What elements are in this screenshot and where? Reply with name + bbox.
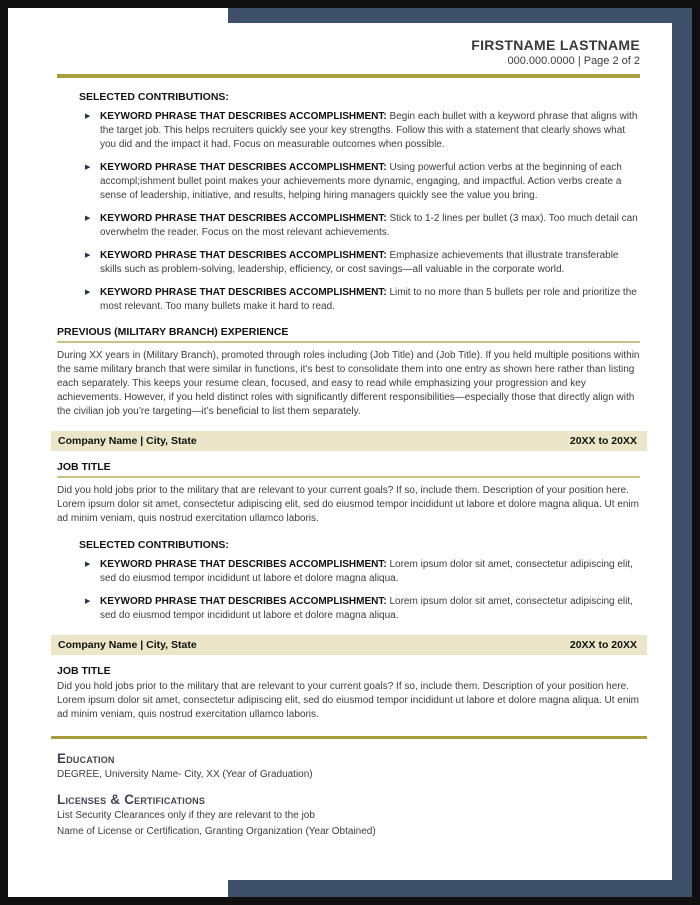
triangle-bullet-icon: ▶ [85,598,91,605]
company-name: Company Name | City, State [58,639,197,651]
company-dates: 20XX to 20XX [569,435,637,447]
company-bar [51,635,647,655]
bullet-text: KEYWORD PHRASE THAT DESCRIBES ACCOMPLISHMENT: Lorem ipsum dolor sit amet, consectetur adipiscing elit, sed do eiusmod tempor incididunt ut labore et dolore magna aliqua. [100,559,633,584]
triangle-bullet-icon: ▶ [85,289,91,296]
experience-summary: During XX years in (Military Branch), promoted through roles including (Job Title) and (Job Title). If you held multiple positions within the same military branch that were similar in functions, it’s best to consolidate them into one entry as shown here rather than listing each separately. This keeps your resume clean, focused, and easy to read while emphasizing your progression and key achievements. However, if you held distinct roles with significantly different responsibilities—especially those that directly align with the civilian job you’re targeting—it’s beneficial to list them separately. [57,350,640,417]
bullet-text: KEYWORD PHRASE THAT DESCRIBES ACCOMPLISHMENT: Using powerful action verbs at the beginning of each accompl;ishment bullet point makes your achievements more dynamic, engaging, and impactful. Action verbs create a sense of leadership, initiative, and results, helping hiring managers quickly see the value you bring. [100,162,622,201]
triangle-bullet-icon: ▶ [85,113,91,120]
company-dates: 20XX to 20XX [569,639,637,651]
page-header [57,37,640,78]
experience-section-heading: PREVIOUS (MILITARY BRANCH) EXPERIENCE [57,326,640,343]
contributions-list [57,110,640,314]
licenses-entry: Name of License or Certification, Granting Organization (Year Obtained) [57,826,376,837]
bullet-text: KEYWORD PHRASE THAT DESCRIBES ACCOMPLISHMENT: Stick to 1-2 lines per bullet (3 max). Too much detail can overwhelm the reader. Focus on the most relevant achievements. [100,213,638,238]
job-title: JOB TITLE [57,665,111,677]
job-description: Did you hold jobs prior to the military that are relevant to your current goals? If so, include them. Description of your position here. Lorem ipsum dolor sit amet, consectetur adipiscing elit, sed do eiusmod tempor incididunt ut labore et dolore magna aliqua. Ut enim ad minim veniam, quis nostrud exercitation ullamco laboris. [57,681,639,720]
bullet-text: KEYWORD PHRASE THAT DESCRIBES ACCOMPLISHMENT: Begin each bullet with a keyword phrase that aligns with the target job. This helps recruiters quickly see your key strengths. Follow this with a statement that clearly shows what you did and the impact it had. Focus on measurable outcomes when possible. [100,111,638,150]
triangle-bullet-icon: ▶ [85,164,91,171]
education-heading: Education [57,751,115,766]
job-title: JOB TITLE [57,461,640,478]
education-entry: DEGREE, University Name- City, XX (Year of Graduation) [57,769,313,780]
header-name: FIRSTNAME LASTNAME [471,37,640,53]
header-gold-rule [57,74,640,78]
bullet-text: KEYWORD PHRASE THAT DESCRIBES ACCOMPLISHMENT: Emphasize achievements that illustrate transferable skills such as problem-solving, leadership, efficiency, or cost savings—all valuable in the corporate world. [100,250,619,275]
header-contact: 000.000.0000 | Page 2 of 2 [507,55,640,67]
licenses-heading: Licenses & Certifications [57,792,206,807]
list-item [85,558,640,586]
triangle-bullet-icon: ▶ [85,215,91,222]
licenses-note: List Security Clearances only if they are relevant to the job [57,810,315,821]
list-item [85,595,640,623]
list-item [85,212,640,240]
triangle-bullet-icon: ▶ [85,252,91,259]
list-item [85,286,640,314]
list-item [85,249,640,277]
bullet-text: KEYWORD PHRASE THAT DESCRIBES ACCOMPLISHMENT: Lorem ipsum dolor sit amet, consectetur adipiscing elit, sed do eiusmod tempor incididunt ut labore et dolore magna aliqua. [100,596,633,621]
triangle-bullet-icon: ▶ [85,561,91,568]
job-description: Did you hold jobs prior to the military that are relevant to your current goals? If so, include them. Description of your position here. Lorem ipsum dolor sit amet, consectetur adipiscing elit, sed do eiusmod tempor incididunt ut labore et dolore magna aliqua. Ut enim ad minim veniam, quis nostrud exercitation ullamco laboris. [57,485,639,524]
resume-page [8,23,672,880]
company-name: Company Name | City, State [58,435,197,447]
section-divider-gold-rule [51,736,647,739]
list-item [85,110,640,152]
list-item [85,161,640,203]
selected-contributions-label: SELECTED CONTRIBUTIONS: [79,539,229,551]
contributions-list [57,558,640,623]
selected-contributions-label: SELECTED CONTRIBUTIONS: [79,91,229,103]
company-bar [51,431,647,451]
bullet-text: KEYWORD PHRASE THAT DESCRIBES ACCOMPLISHMENT: Limit to no more than 5 bullets per role and prioritize the most relevant. Too many bullets make it hard to read. [100,287,637,312]
